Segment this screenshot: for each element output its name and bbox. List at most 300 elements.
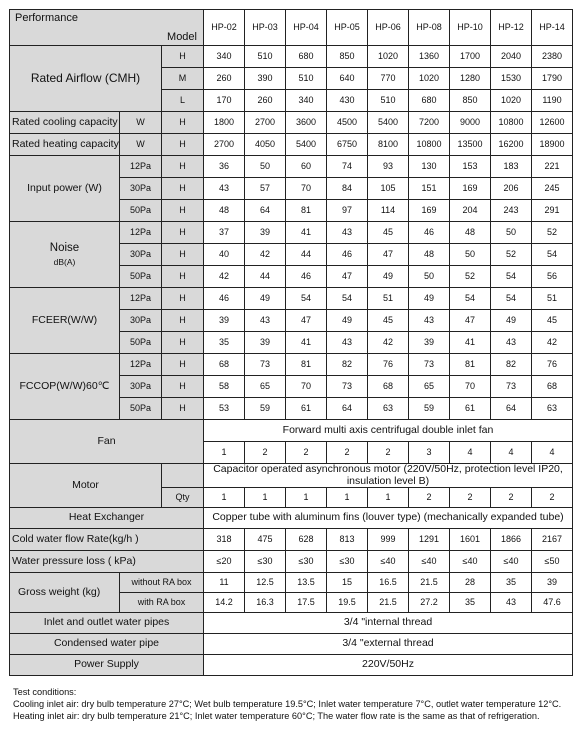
value-cell: 28 — [450, 573, 491, 593]
value-cell: 1020 — [409, 68, 450, 90]
value-cell: 999 — [368, 529, 409, 551]
value-cell: 35 — [450, 593, 491, 613]
value-cell: 1 — [204, 488, 245, 508]
value-cell: 43 — [491, 332, 532, 354]
pressure-cell: 30Pa — [120, 376, 162, 398]
group-title: FCEER(W/W) — [31, 313, 98, 326]
value-cell: 2700 — [204, 134, 245, 156]
pressure-cell: 30Pa — [120, 178, 162, 200]
value-cell: 76 — [532, 354, 573, 376]
speed-cell: H — [162, 178, 204, 200]
value-cell: 16.3 — [245, 593, 286, 613]
value-cell: 510 — [286, 68, 327, 90]
value-cell: 50 — [245, 156, 286, 178]
value-cell: 16.5 — [368, 573, 409, 593]
value-cell: 43 — [409, 310, 450, 332]
value-cell: 48 — [450, 222, 491, 244]
value-cell: 4 — [532, 442, 573, 464]
value-cell: 54 — [532, 244, 573, 266]
gross-weight-label: Gross weight (kg) — [10, 573, 120, 613]
notes-heating: Heating inlet air: dry bulb temperature 21°C; Inlet water temperature 60°C; The water flow rate is the same as that of refrigeration. — [13, 711, 540, 722]
speed-cell: H — [162, 288, 204, 310]
pressure-cell: 30Pa — [120, 310, 162, 332]
value-cell: 73 — [409, 354, 450, 376]
value-cell: 170 — [204, 90, 245, 112]
pressure-cell: 50Pa — [120, 332, 162, 354]
value-cell: 43 — [204, 178, 245, 200]
value-cell: 475 — [245, 529, 286, 551]
value-cell: 44 — [245, 266, 286, 288]
value-cell: 2 — [286, 442, 327, 464]
value-cell: 221 — [532, 156, 573, 178]
notes-title: Test conditions: — [13, 687, 77, 697]
condensed-label: Condensed water pipe — [10, 634, 204, 655]
value-cell: 84 — [327, 178, 368, 200]
performance-label: Performance — [15, 11, 78, 24]
value-cell: 430 — [327, 90, 368, 112]
model-header: HP-03 — [245, 10, 286, 46]
table-row — [10, 573, 573, 593]
value-cell: 2040 — [491, 46, 532, 68]
group-title: Noise — [49, 242, 80, 254]
model-header: HP-10 — [450, 10, 491, 46]
value-cell: 12600 — [532, 112, 573, 134]
group-title: FCCOP(W/W)60℃ — [19, 379, 110, 392]
table-row — [10, 222, 573, 244]
value-cell: 260 — [245, 90, 286, 112]
value-cell: 42 — [532, 332, 573, 354]
value-cell: 58 — [204, 376, 245, 398]
value-cell: ≤20 — [204, 551, 245, 573]
value-cell: 49 — [409, 288, 450, 310]
value-cell: 105 — [368, 178, 409, 200]
speed-cell: H — [162, 46, 204, 68]
value-cell: 4 — [450, 442, 491, 464]
value-cell: ≤30 — [286, 551, 327, 573]
value-cell: 50 — [450, 244, 491, 266]
value-cell: 59 — [409, 398, 450, 420]
value-cell: 42 — [368, 332, 409, 354]
value-cell: 54 — [491, 266, 532, 288]
value-cell: ≤40 — [409, 551, 450, 573]
value-cell: 770 — [368, 68, 409, 90]
unit-cell: W — [120, 112, 162, 134]
value-cell: 45 — [368, 222, 409, 244]
value-cell: 63 — [532, 398, 573, 420]
value-cell: 640 — [327, 68, 368, 90]
value-cell: 5400 — [286, 134, 327, 156]
value-cell: ≤40 — [491, 551, 532, 573]
pressure-cell: 12Pa — [120, 354, 162, 376]
value-cell: 1790 — [532, 68, 573, 90]
table-row — [10, 134, 573, 156]
value-cell: 46 — [204, 288, 245, 310]
value-cell: 44 — [286, 244, 327, 266]
model-header: HP-12 — [491, 10, 532, 46]
value-cell: 51 — [368, 288, 409, 310]
value-cell: 43 — [327, 222, 368, 244]
value-cell: 68 — [532, 376, 573, 398]
value-cell: 63 — [368, 398, 409, 420]
performance-table — [9, 9, 573, 676]
value-cell: 169 — [450, 178, 491, 200]
value-cell: 81 — [450, 354, 491, 376]
value-cell: 4 — [491, 442, 532, 464]
speed-cell: M — [162, 68, 204, 90]
table-header-corner — [10, 10, 204, 46]
value-cell: 2 — [245, 442, 286, 464]
heating-capacity-label: Rated heating capacity — [10, 134, 120, 156]
value-cell: 2 — [532, 488, 573, 508]
motor-label: Motor — [10, 464, 162, 508]
value-cell: 97 — [327, 200, 368, 222]
value-cell: 47 — [327, 266, 368, 288]
value-cell: 8100 — [368, 134, 409, 156]
value-cell: 340 — [204, 46, 245, 68]
pressure-cell: 50Pa — [120, 266, 162, 288]
table-row — [10, 613, 573, 634]
value-cell: 64 — [327, 398, 368, 420]
value-cell: 53 — [204, 398, 245, 420]
value-cell: 6750 — [327, 134, 368, 156]
weight-variant-label: without RA box — [120, 573, 204, 593]
speed-cell: H — [162, 398, 204, 420]
inlet-outlet-value: 3/4 "internal thread — [204, 613, 573, 634]
value-cell: 204 — [450, 200, 491, 222]
table-row — [10, 529, 573, 551]
value-cell: 1291 — [409, 529, 450, 551]
value-cell: 54 — [491, 288, 532, 310]
value-cell: 70 — [286, 178, 327, 200]
value-cell: 1 — [368, 488, 409, 508]
value-cell: 39 — [532, 573, 573, 593]
speed-cell: H — [162, 332, 204, 354]
pressure-cell: 12Pa — [120, 222, 162, 244]
value-cell: 52 — [450, 266, 491, 288]
value-cell: 19.5 — [327, 593, 368, 613]
speed-cell: H — [162, 244, 204, 266]
value-cell: 4050 — [245, 134, 286, 156]
group-label — [10, 222, 120, 288]
value-cell: 13500 — [450, 134, 491, 156]
value-cell: 850 — [327, 46, 368, 68]
group-label — [10, 156, 120, 222]
value-cell: 74 — [327, 156, 368, 178]
pressure-cell: 50Pa — [120, 398, 162, 420]
value-cell: 1360 — [409, 46, 450, 68]
value-cell: 39 — [245, 332, 286, 354]
value-cell: 183 — [491, 156, 532, 178]
value-cell: 39 — [204, 310, 245, 332]
value-cell: 60 — [286, 156, 327, 178]
value-cell: 510 — [368, 90, 409, 112]
pressure-cell: 50Pa — [120, 200, 162, 222]
value-cell: 245 — [532, 178, 573, 200]
value-cell: 46 — [409, 222, 450, 244]
fan-description: Forward multi axis centrifugal double inlet fan — [204, 420, 573, 442]
group-label — [10, 354, 120, 420]
value-cell: 64 — [491, 398, 532, 420]
value-cell: 43 — [245, 310, 286, 332]
value-cell: 510 — [245, 46, 286, 68]
table-row — [10, 508, 573, 529]
value-cell: 42 — [245, 244, 286, 266]
value-cell: 64 — [245, 200, 286, 222]
value-cell: 3 — [409, 442, 450, 464]
value-cell: 340 — [286, 90, 327, 112]
speed-cell: H — [162, 156, 204, 178]
model-header: HP-08 — [409, 10, 450, 46]
value-cell: 54 — [286, 288, 327, 310]
value-cell: 73 — [245, 354, 286, 376]
value-cell: ≤40 — [368, 551, 409, 573]
group-label — [10, 288, 120, 354]
value-cell: 390 — [245, 68, 286, 90]
value-cell: 1601 — [450, 529, 491, 551]
value-cell: 48 — [409, 244, 450, 266]
value-cell: 1 — [327, 488, 368, 508]
heat-exchanger-value: Copper tube with aluminum fins (louver type) (mechanically expanded tube) — [204, 508, 573, 529]
value-cell: 1020 — [491, 90, 532, 112]
value-cell: 68 — [368, 376, 409, 398]
value-cell: 46 — [286, 266, 327, 288]
value-cell: 2700 — [245, 112, 286, 134]
value-cell: 1 — [204, 442, 245, 464]
value-cell: 9000 — [450, 112, 491, 134]
value-cell: 54 — [450, 288, 491, 310]
value-cell: 81 — [286, 354, 327, 376]
value-cell: 813 — [327, 529, 368, 551]
value-cell: 54 — [327, 288, 368, 310]
value-cell: 57 — [245, 178, 286, 200]
value-cell: 2 — [450, 488, 491, 508]
value-cell: 12.5 — [245, 573, 286, 593]
value-cell: 41 — [286, 222, 327, 244]
value-cell: 35 — [491, 573, 532, 593]
value-cell: 628 — [286, 529, 327, 551]
value-cell: 49 — [245, 288, 286, 310]
value-cell: 42 — [204, 266, 245, 288]
value-cell: 73 — [491, 376, 532, 398]
value-cell: 2 — [368, 442, 409, 464]
value-cell: 15 — [327, 573, 368, 593]
speed-cell: H — [162, 112, 204, 134]
value-cell: 49 — [491, 310, 532, 332]
value-cell: 206 — [491, 178, 532, 200]
value-cell: 93 — [368, 156, 409, 178]
value-cell: 70 — [286, 376, 327, 398]
value-cell: 65 — [409, 376, 450, 398]
rated-airflow-label: Rated Airflow (CMH) — [10, 46, 162, 112]
value-cell: 48 — [204, 200, 245, 222]
speed-cell: H — [162, 354, 204, 376]
table-row — [10, 655, 573, 676]
value-cell: 39 — [409, 332, 450, 354]
value-cell: 40 — [204, 244, 245, 266]
value-cell: 2 — [491, 488, 532, 508]
value-cell: 1800 — [204, 112, 245, 134]
value-cell: 18900 — [532, 134, 573, 156]
value-cell: ≤50 — [532, 551, 573, 573]
value-cell: 7200 — [409, 112, 450, 134]
pressure-cell: 30Pa — [120, 244, 162, 266]
value-cell: 51 — [532, 288, 573, 310]
test-conditions — [13, 686, 561, 723]
value-cell: 50 — [409, 266, 450, 288]
speed-cell: H — [162, 222, 204, 244]
value-cell: 260 — [204, 68, 245, 90]
value-cell: 76 — [368, 354, 409, 376]
value-cell: 43 — [491, 593, 532, 613]
model-header: HP-14 — [532, 10, 573, 46]
value-cell: 47 — [286, 310, 327, 332]
value-cell: 318 — [204, 529, 245, 551]
table-row — [10, 46, 573, 68]
value-cell: 43 — [327, 332, 368, 354]
value-cell: 11 — [204, 573, 245, 593]
value-cell: 2 — [327, 442, 368, 464]
table-row — [10, 156, 573, 178]
table-cell — [162, 464, 204, 488]
table-row — [10, 464, 573, 488]
motor-description: Capacitor operated asynchronous motor (220V/50Hz, protection level IP20, insulation level B) — [204, 464, 573, 488]
value-cell: 82 — [491, 354, 532, 376]
value-cell: ≤30 — [245, 551, 286, 573]
value-cell: 2 — [409, 488, 450, 508]
value-cell: ≤40 — [450, 551, 491, 573]
value-cell: 21.5 — [409, 573, 450, 593]
notes-cooling: Cooling inlet air: dry bulb temperature 27°C; Wet bulb temperature 19.5°C; Inlet water temperature 7°C, outlet water temperature 12°C. — [13, 699, 562, 710]
model-header: HP-04 — [286, 10, 327, 46]
value-cell: 114 — [368, 200, 409, 222]
model-header: HP-05 — [327, 10, 368, 46]
value-cell: 59 — [245, 398, 286, 420]
fan-label: Fan — [10, 420, 204, 464]
value-cell: 82 — [327, 354, 368, 376]
value-cell: 47.6 — [532, 593, 573, 613]
value-cell: 2380 — [532, 46, 573, 68]
speed-cell: H — [162, 310, 204, 332]
value-cell: 41 — [286, 332, 327, 354]
value-cell: 130 — [409, 156, 450, 178]
table-row — [10, 112, 573, 134]
table-row — [10, 420, 573, 442]
value-cell: 14.2 — [204, 593, 245, 613]
value-cell: 73 — [327, 376, 368, 398]
speed-cell: H — [162, 200, 204, 222]
value-cell: 5400 — [368, 112, 409, 134]
value-cell: 3600 — [286, 112, 327, 134]
value-cell: 17.5 — [286, 593, 327, 613]
value-cell: 41 — [450, 332, 491, 354]
value-cell: 4500 — [327, 112, 368, 134]
value-cell: 680 — [286, 46, 327, 68]
speed-cell: H — [162, 376, 204, 398]
value-cell: 1866 — [491, 529, 532, 551]
value-cell: 169 — [409, 200, 450, 222]
group-title: Input power (W) — [27, 181, 102, 194]
power-supply-value: 220V/50Hz — [204, 655, 573, 676]
value-cell: 2167 — [532, 529, 573, 551]
qty-label: Qty — [162, 488, 204, 508]
value-cell: 291 — [532, 200, 573, 222]
value-cell: 1190 — [532, 90, 573, 112]
value-cell: 45 — [532, 310, 573, 332]
speed-cell: H — [162, 134, 204, 156]
inlet-outlet-label: Inlet and outlet water pipes — [10, 613, 204, 634]
value-cell: 56 — [532, 266, 573, 288]
value-cell: ≤30 — [327, 551, 368, 573]
table-row — [10, 288, 573, 310]
value-cell: 81 — [286, 200, 327, 222]
value-cell: 10800 — [409, 134, 450, 156]
value-cell: 49 — [327, 310, 368, 332]
value-cell: 45 — [368, 310, 409, 332]
table-row — [10, 551, 573, 573]
value-cell: 1 — [245, 488, 286, 508]
value-cell: 21.5 — [368, 593, 409, 613]
value-cell: 1 — [286, 488, 327, 508]
value-cell: 36 — [204, 156, 245, 178]
model-header: HP-02 — [204, 10, 245, 46]
table-row — [10, 10, 573, 46]
value-cell: 1280 — [450, 68, 491, 90]
unit-cell: W — [120, 134, 162, 156]
value-cell: 47 — [450, 310, 491, 332]
value-cell: 243 — [491, 200, 532, 222]
value-cell: 27.2 — [409, 593, 450, 613]
value-cell: 52 — [532, 222, 573, 244]
value-cell: 850 — [450, 90, 491, 112]
pressure-cell: 12Pa — [120, 288, 162, 310]
value-cell: 680 — [409, 90, 450, 112]
model-label: Model — [167, 30, 197, 43]
water-flow-label: Cold water flow Rate(kg/h ) — [10, 529, 204, 551]
cooling-capacity-label: Rated cooling capacity — [10, 112, 120, 134]
value-cell: 37 — [204, 222, 245, 244]
power-supply-label: Power Supply — [10, 655, 204, 676]
speed-cell: H — [162, 266, 204, 288]
value-cell: 13.5 — [286, 573, 327, 593]
value-cell: 65 — [245, 376, 286, 398]
value-cell: 49 — [368, 266, 409, 288]
water-pressure-label: Water pressure loss ( kPa) — [10, 551, 204, 573]
value-cell: 39 — [245, 222, 286, 244]
table-row — [10, 634, 573, 655]
value-cell: 1020 — [368, 46, 409, 68]
group-subtitle: dB(A) — [53, 257, 76, 268]
pressure-cell: 12Pa — [120, 156, 162, 178]
value-cell: 153 — [450, 156, 491, 178]
value-cell: 61 — [286, 398, 327, 420]
value-cell: 47 — [368, 244, 409, 266]
value-cell: 35 — [204, 332, 245, 354]
value-cell: 68 — [204, 354, 245, 376]
value-cell: 1530 — [491, 68, 532, 90]
value-cell: 52 — [491, 244, 532, 266]
value-cell: 1700 — [450, 46, 491, 68]
heat-exchanger-label: Heat Exchanger — [10, 508, 204, 529]
model-header: HP-06 — [368, 10, 409, 46]
value-cell: 16200 — [491, 134, 532, 156]
condensed-value: 3/4 "external thread — [204, 634, 573, 655]
value-cell: 70 — [450, 376, 491, 398]
value-cell: 151 — [409, 178, 450, 200]
value-cell: 10800 — [491, 112, 532, 134]
value-cell: 61 — [450, 398, 491, 420]
weight-variant-label: with RA box — [120, 593, 204, 613]
value-cell: 50 — [491, 222, 532, 244]
